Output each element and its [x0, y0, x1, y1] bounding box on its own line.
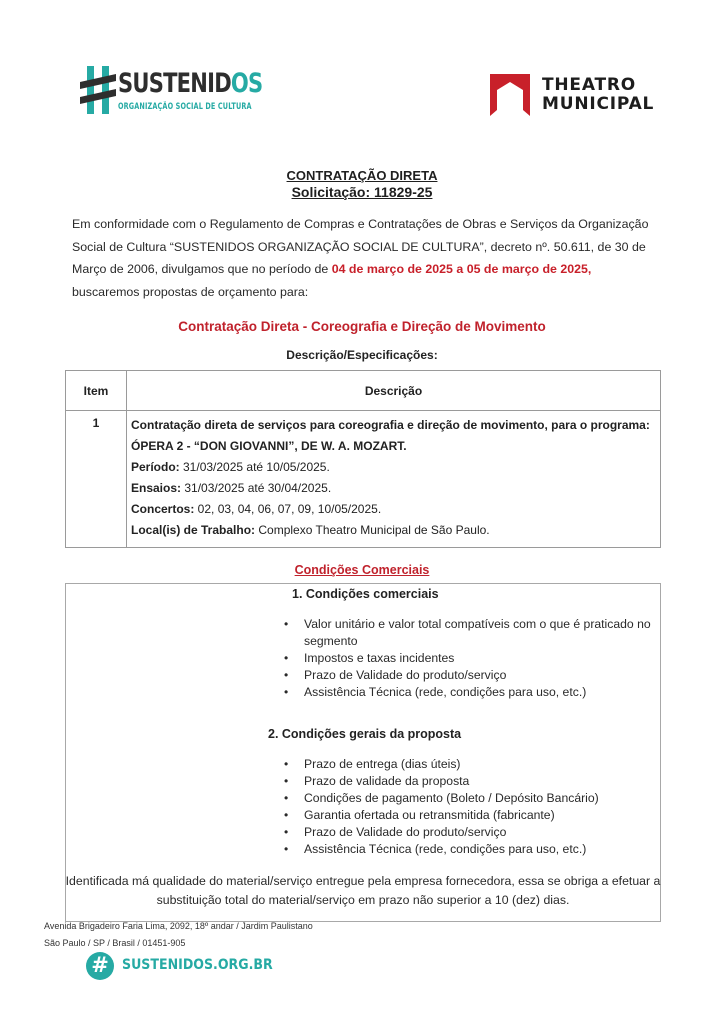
specifications-label: Descrição/Especificações: — [286, 348, 438, 362]
item-number: 1 — [66, 411, 127, 548]
address-line: São Paulo / SP / Brasil / 01451-905 — [44, 938, 186, 948]
list-item: • Impostos e taxas incidentes — [284, 650, 654, 667]
section-title: Contratação Direta - Coreografia e Direção de Movimento — [178, 319, 546, 334]
description-line: Contratação direta de serviços para coreografia e direção de movimento, para o programa: — [131, 418, 650, 432]
list-item: • Valor unitário e valor total compatíveis com o que é praticado no segmento — [284, 616, 654, 650]
commercial-conditions-list — [284, 616, 654, 701]
theatro-municipal-logo — [490, 74, 660, 118]
sustenidos-wordmark: SUSTENIDOS — [118, 68, 263, 99]
hash-icon — [78, 64, 120, 116]
ensaios-line: Ensaios: 31/03/2025 até 30/04/2025. — [131, 481, 332, 495]
local-line: Local(is) de Trabalho: Complexo Theatro Municipal de São Paulo. — [131, 523, 490, 537]
list-item: • Prazo de Validade do produto/serviço — [284, 667, 654, 684]
periodo-line: Período: 31/03/2025 até 10/05/2025. — [131, 460, 330, 474]
specifications-table — [65, 370, 661, 548]
request-number: Solicitação: 11829-25 — [291, 184, 433, 200]
document-title: CONTRATAÇÃO DIRETA — [286, 168, 438, 183]
conditions-heading-commercial: 1. Condições comerciais — [292, 587, 439, 601]
closing-statement: Identificada má qualidade do material/serviço entregue pela empresa fornecedora, essa se obriga a efetuar a substituição total do material/serviço em prazo não superior a 10 (dez) dias. — [65, 874, 661, 907]
list-item: • Condições de pagamento (Boleto / Depósito Bancário) — [284, 790, 654, 807]
concertos-line: Concertos: 02, 03, 04, 06, 07, 09, 10/05/2025. — [131, 502, 382, 516]
website-url[interactable]: SUSTENIDOS.ORG.BR — [122, 957, 273, 973]
footer-address — [44, 918, 313, 952]
list-item: • Garantia ofertada ou retransmitida (fabricante) — [284, 807, 654, 824]
document-heading — [0, 168, 724, 200]
arch-icon — [490, 74, 530, 116]
table-header-row — [66, 371, 661, 411]
list-item: • Assistência Técnica (rede, condições para uso, etc.) — [284, 684, 654, 701]
general-conditions-list — [284, 756, 654, 858]
conditions-title: Condições Comerciais — [294, 563, 430, 577]
list-item: • Prazo de entrega (dias úteis) — [284, 756, 654, 773]
sustenidos-logo — [78, 64, 263, 120]
list-item: • Prazo de validade da proposta — [284, 773, 654, 790]
list-item: • Assistência Técnica (rede, condições para uso, etc.) — [284, 841, 654, 858]
item-description — [127, 411, 661, 548]
program-name: ÓPERA 2 - “DON GIOVANNI”, DE W. A. MOZART. — [131, 439, 407, 453]
column-header-item: Item — [66, 371, 127, 411]
list-item: • Prazo de Validade do produto/serviço — [284, 824, 654, 841]
sustenidos-tagline: ORGANIZAÇÃO SOCIAL DE CULTURA — [118, 102, 252, 112]
table-row — [66, 411, 661, 548]
conditions-heading-general: 2. Condições gerais da proposta — [268, 727, 462, 741]
theatro-municipal-wordmark: THEATRO MUNICIPAL — [542, 75, 655, 114]
hash-circle-icon: # — [86, 952, 114, 980]
intro-paragraph: Em conformidade com o Regulamento de Compras e Contratações de Obras e Serviços da Organização Social de Cultura “SUSTENIDOS ORGANIZAÇÃO SOCIAL DE CULTURA”, decreto nº. 50.611, de 30 de Março de 2006, divulgamos que no período de 04 de março de 2025 a 05 de março de 2025, buscaremos propostas de orçamento para: — [72, 217, 649, 299]
period-highlight: 04 de março de 2025 a 05 de março de 2025, — [331, 262, 592, 276]
column-header-description: Descrição — [127, 371, 661, 411]
address-line: Avenida Brigadeiro Faria Lima, 2092, 18º andar / Jardim Paulistano — [44, 921, 313, 931]
